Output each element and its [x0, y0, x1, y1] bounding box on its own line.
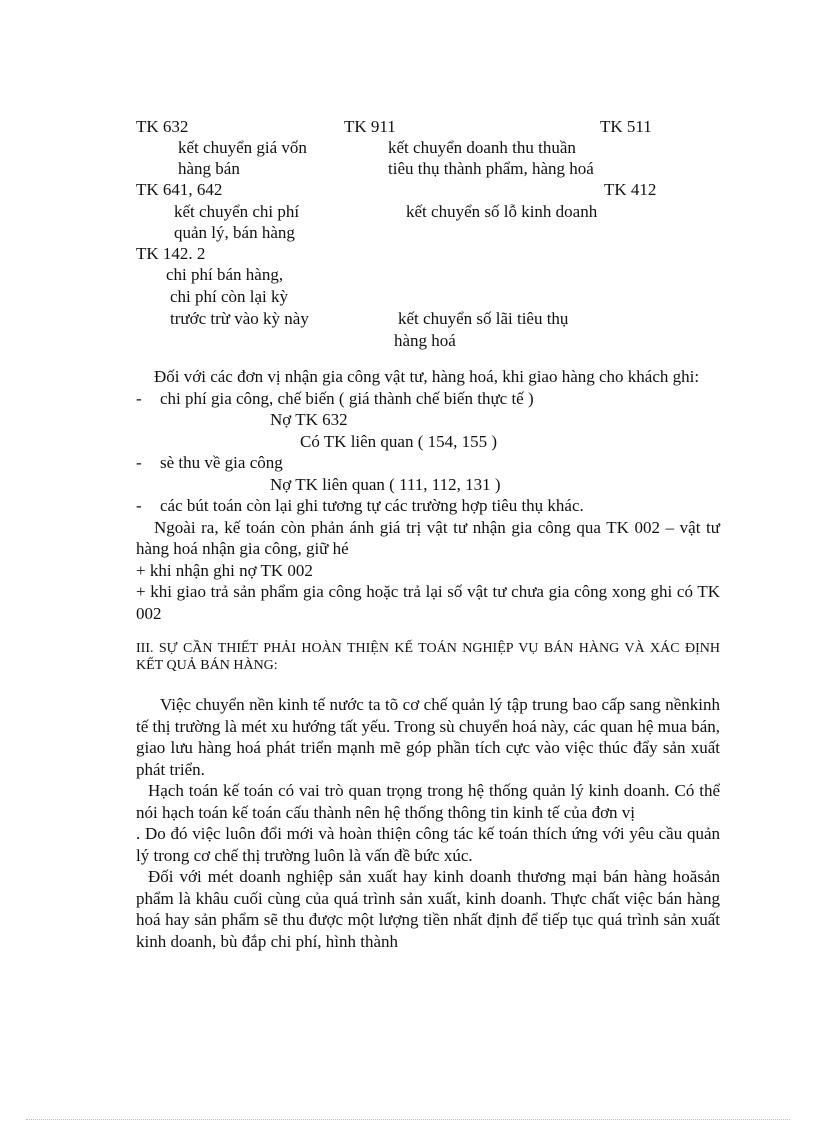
spacer [136, 674, 720, 694]
bullet-processing-cost [136, 388, 720, 410]
label-profit-line2: hàng hoá [394, 331, 456, 350]
paragraph-receive-debit: + khi nhận ghi nợ TK 002 [136, 560, 313, 580]
account-tk911: TK 911 [344, 117, 396, 136]
account-tk142-2: TK 142. 2 [136, 244, 206, 263]
section-heading: III. SỰ CẦN THIẾT PHẢI HOÀN THIỆN KẾ TOÁN NGHIỆP VỤ BÁN HÀNG VÀ XÁC ĐỊNH KẾT QUẢ BÁN HÀNG: [136, 641, 720, 673]
account-tk632: TK 632 [136, 117, 189, 136]
label-profit-line1: kết chuyển số lãi tiêu thụ [398, 309, 569, 328]
paragraph-improvement: . Do đó việc luôn đổi mới và hoàn thiện công tác kế toán thích ứng với yêu cầu quản lý trong cơ chế thị trường luôn là vấn đề bức xúc. [136, 824, 720, 865]
bullet-dash: - [136, 388, 142, 408]
label-cogs-line2: hàng bán [178, 159, 240, 178]
label-revenue-line2: tiêu thụ thành phẩm, hàng hoá [388, 159, 594, 178]
bullet-other-entries [136, 495, 720, 517]
paragraph-sales-stage: Đối với mét doanh nghiệp sản xuất hay kinh doanh thương mại bán hàng hoăsản phẩm là khâu cuối cùng của quá trình sản xuất, kinh doanh. Thực chất việc bán hàng hoá hay sản phẩm sẽ thu được một lượng tiền nhất định để tiếp tục quá trình sản xuất kinh doanh, bù đắp chi phí, hình thành [136, 867, 720, 951]
entry-credit-related: Có TK liên quan ( 154, 155 ) [300, 431, 498, 451]
entry-debit-related: Nợ TK liên quan ( 111, 112, 131 ) [270, 474, 501, 494]
bullet-text: chi phí gia công, chế biến ( giá thành chế biến thực tế ) [160, 388, 534, 408]
label-revenue-line1: kết chuyển doanh thu thuần [388, 138, 576, 157]
label-expense-line1: kết chuyển chi phí [174, 202, 300, 221]
body-text [136, 366, 720, 952]
paragraph-accounting-role: Hạch toán kế toán có vai trò quan trọng trong hệ thống quản lý kinh doanh. Có thể nói hạch toán kế toán cấu thành nên hệ thống thông tin kinh tế của đơn vị [136, 781, 720, 822]
bullet-text: sè thu về gia công [160, 453, 283, 472]
account-tk412: TK 412 [604, 180, 657, 199]
label-expense-line2: quản lý, bán hàng [174, 223, 295, 242]
label-cogs-line1: kết chuyển giá vốn [178, 138, 307, 157]
bullet-dash: - [136, 496, 142, 515]
account-tk641-642: TK 641, 642 [136, 180, 223, 199]
bullet-dash: - [136, 453, 142, 472]
label-prior-cost-line2: chi phí còn lại kỳ [170, 287, 289, 306]
paragraph-tk002: Ngoài ra, kế toán còn phản ánh giá trị vật tư nhận gia công qua TK 002 – vật tư hàng hoá nhận gia công, giữ hé [136, 517, 720, 558]
bullet-processing-income [136, 452, 720, 474]
footer-divider [26, 1119, 790, 1120]
bullet-text: các bút toán còn lại ghi tương tự các trường hợp tiêu thụ khác. [160, 496, 584, 515]
entry-debit-632: Nợ TK 632 [270, 410, 348, 429]
paragraph-market-economy: Việc chuyển nền kinh tế nước ta tõ cơ chế quản lý tập trung bao cấp sang nềnkinh tế thị trường là mét xu hướng tất yếu. Trong sù chuyển hoá này, các quan hệ mua bán, giao lưu hàng hoá phát triển mạnh mẽ góp phần tích cực vào việc thúc đẩy sản xuất phát triển. [136, 695, 720, 779]
label-prior-cost-line3: trước trừ vào kỳ này [170, 309, 309, 328]
paragraph-return-credit: + khi giao trả sản phẩm gia công hoặc trả lại số vật tư chưa gia công xong ghi có TK 002 [136, 582, 720, 623]
label-prior-cost-line1: chi phí bán hàng, [166, 265, 284, 284]
label-loss-line1: kết chuyển số lỗ kinh doanh [406, 202, 598, 221]
account-tk511: TK 511 [600, 117, 652, 136]
paragraph-processing-units: Đối với các đơn vị nhận gia công vật tư, hàng hoá, khi giao hàng cho khách ghi: [154, 367, 700, 386]
account-flow-diagram [0, 0, 816, 360]
